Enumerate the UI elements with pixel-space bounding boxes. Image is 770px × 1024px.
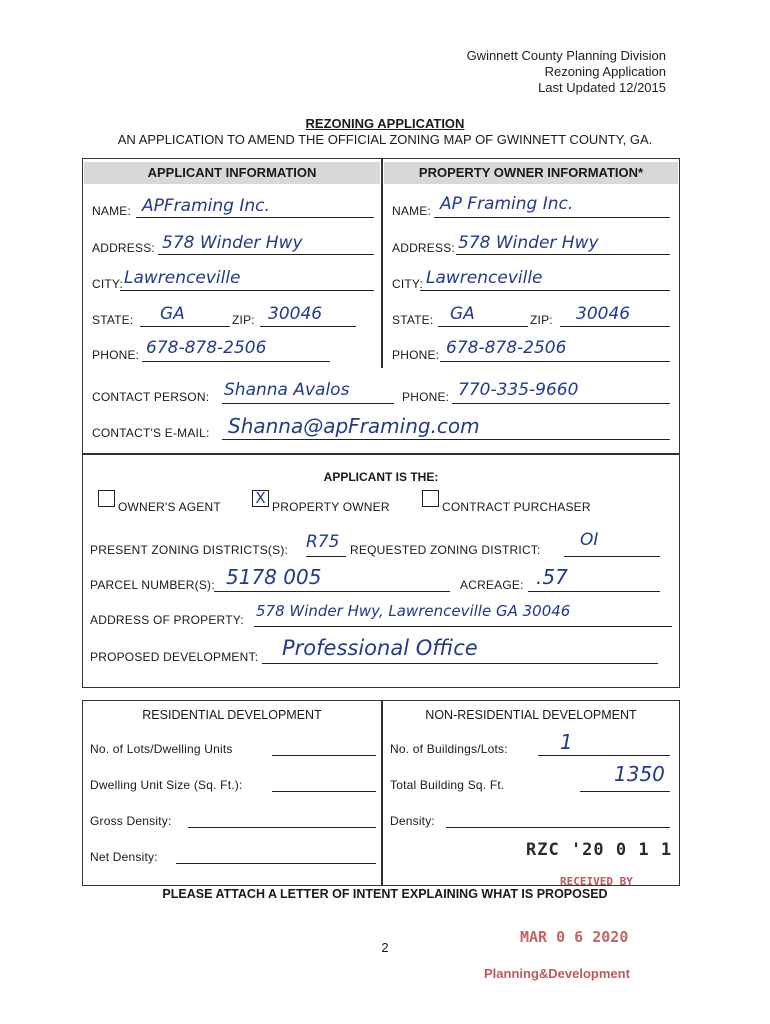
info-divider	[381, 158, 383, 368]
acreage-line	[528, 591, 660, 592]
owner-address[interactable]: 578 Winder Hwy	[458, 233, 599, 253]
present-zoning[interactable]: R75	[306, 532, 340, 552]
contract-purchaser-checkbox[interactable]	[422, 490, 439, 507]
applicant-address[interactable]: 578 Winder Hwy	[162, 233, 303, 253]
page-number: 2	[381, 940, 389, 955]
applicant-zip[interactable]: 30046	[268, 304, 323, 324]
contact-phone[interactable]: 770-335-9660	[458, 380, 579, 400]
property-owner-checkbox[interactable]: X	[252, 490, 269, 507]
owner-state-line	[438, 326, 528, 327]
applicant-is-heading: APPLICANT IS THE:	[323, 470, 439, 484]
applicant-name-label: NAME:	[92, 204, 132, 218]
acreage-label: ACREAGE:	[460, 578, 524, 592]
owners-agent-label: OWNER'S AGENT	[118, 500, 221, 514]
requested-zoning[interactable]: OI	[580, 530, 599, 550]
owner-phone[interactable]: 678-878-2506	[446, 338, 567, 358]
applicant-zip-line	[260, 326, 356, 327]
buildings-value[interactable]: 1	[560, 730, 573, 754]
net-density-label: Net Density:	[90, 850, 158, 864]
contact-person-line	[222, 403, 394, 404]
applicant-name[interactable]: APFraming Inc.	[142, 196, 270, 216]
sqft-line	[580, 791, 670, 792]
residential-heading: RESIDENTIAL DEVELOPMENT	[142, 708, 322, 722]
owner-city[interactable]: Lawrenceville	[426, 268, 543, 288]
received-stamp: RECEIVED BY	[560, 875, 633, 888]
requested-zoning-label: REQUESTED ZONING DISTRICT:	[350, 543, 541, 557]
property-address[interactable]: 578 Winder Hwy, Lawrenceville GA 30046	[256, 602, 571, 620]
gross-density-label: Gross Density:	[90, 814, 172, 828]
owner-city-line	[420, 290, 670, 291]
proposed-development-line	[262, 663, 658, 664]
proposed-development[interactable]: Professional Office	[282, 636, 478, 660]
applicant-phone[interactable]: 678-878-2506	[146, 338, 267, 358]
header-updated: Last Updated 12/2015	[538, 80, 666, 95]
sqft-value[interactable]: 1350	[614, 762, 665, 786]
owner-phone-label: PHONE:	[392, 348, 440, 362]
applicant-city-label: CITY:	[92, 277, 124, 291]
contact-email[interactable]: Shanna@apFraming.com	[228, 414, 480, 438]
applicant-zip-label: ZIP:	[232, 313, 255, 327]
present-zoning-line	[306, 556, 346, 557]
unit-size-line	[272, 791, 376, 792]
property-owner-label: PROPERTY OWNER	[272, 500, 390, 514]
acreage[interactable]: .57	[536, 565, 568, 589]
density-line	[446, 827, 670, 828]
gross-density-line	[188, 827, 376, 828]
contract-purchaser-label: CONTRACT PURCHASER	[442, 500, 591, 514]
header-form: Rezoning Application	[544, 64, 666, 79]
page-subtitle: AN APPLICATION TO AMEND THE OFFICIAL ZONING MAP OF GWINNETT COUNTY, GA.	[117, 132, 653, 147]
owner-zip-line	[560, 326, 670, 327]
applicant-state-line	[140, 326, 230, 327]
property-address-line	[254, 626, 672, 627]
contact-phone-label: PHONE:	[402, 390, 450, 404]
owner-heading: PROPERTY OWNER INFORMATION*	[384, 162, 678, 184]
dept-stamp: Planning&Development	[484, 966, 630, 981]
applicant-address-line	[158, 254, 374, 255]
owner-name-label: NAME:	[392, 204, 432, 218]
owner-address-label: ADDRESS:	[392, 241, 455, 255]
owner-name-line	[434, 217, 670, 218]
contact-email-label: CONTACT'S E-MAIL:	[92, 426, 210, 440]
net-density-line	[176, 863, 376, 864]
proposed-development-label: PROPOSED DEVELOPMENT:	[90, 650, 259, 664]
applicant-city[interactable]: Lawrenceville	[124, 268, 241, 288]
development-divider	[381, 700, 383, 886]
nonresidential-heading: NON-RESIDENTIAL DEVELOPMENT	[425, 708, 637, 722]
density-label: Density:	[390, 814, 435, 828]
sqft-label: Total Building Sq. Ft.	[390, 778, 505, 792]
parcel-line	[214, 591, 450, 592]
contact-person-label: CONTACT PERSON:	[92, 390, 210, 404]
applicant-phone-line	[142, 361, 330, 362]
applicant-city-line	[120, 290, 374, 291]
requested-zoning-line	[564, 556, 660, 557]
applicant-phone-label: PHONE:	[92, 348, 140, 362]
contact-phone-line	[452, 403, 670, 404]
parcel-number[interactable]: 5178 005	[226, 565, 322, 589]
applicant-address-label: ADDRESS:	[92, 241, 155, 255]
owner-zip[interactable]: 30046	[576, 304, 631, 324]
applicant-state-label: STATE:	[92, 313, 134, 327]
letter-of-intent-notice: PLEASE ATTACH A LETTER OF INTENT EXPLAINING WHAT IS PROPOSED	[162, 887, 608, 901]
lots-line	[272, 755, 376, 756]
owners-agent-checkbox[interactable]	[98, 490, 115, 507]
buildings-label: No. of Buildings/Lots:	[390, 742, 508, 756]
applicant-name-line	[136, 217, 374, 218]
case-number: RZC '20 0 1 1	[526, 840, 673, 860]
owner-zip-label: ZIP:	[530, 313, 553, 327]
date-stamp: MAR 0 6 2020	[520, 928, 629, 946]
contact-email-line	[222, 439, 670, 440]
owner-state-label: STATE:	[392, 313, 434, 327]
buildings-line	[538, 755, 670, 756]
owner-phone-line	[440, 361, 670, 362]
owner-state[interactable]: GA	[450, 304, 475, 324]
owner-city-label: CITY:	[392, 277, 424, 291]
page-title: REZONING APPLICATION	[305, 116, 465, 131]
applicant-heading: APPLICANT INFORMATION	[84, 162, 380, 184]
contact-person[interactable]: Shanna Avalos	[224, 380, 350, 400]
present-zoning-label: PRESENT ZONING DISTRICTS(S):	[90, 543, 289, 557]
parcel-label: PARCEL NUMBER(S):	[90, 578, 215, 592]
lots-label: No. of Lots/Dwelling Units	[90, 742, 233, 756]
owner-address-line	[456, 254, 670, 255]
property-address-label: ADDRESS OF PROPERTY:	[90, 613, 244, 627]
owner-name[interactable]: AP Framing Inc.	[440, 194, 574, 214]
header-org: Gwinnett County Planning Division	[466, 48, 666, 63]
applicant-state[interactable]: GA	[160, 304, 185, 324]
unit-size-label: Dwelling Unit Size (Sq. Ft.):	[90, 778, 243, 792]
